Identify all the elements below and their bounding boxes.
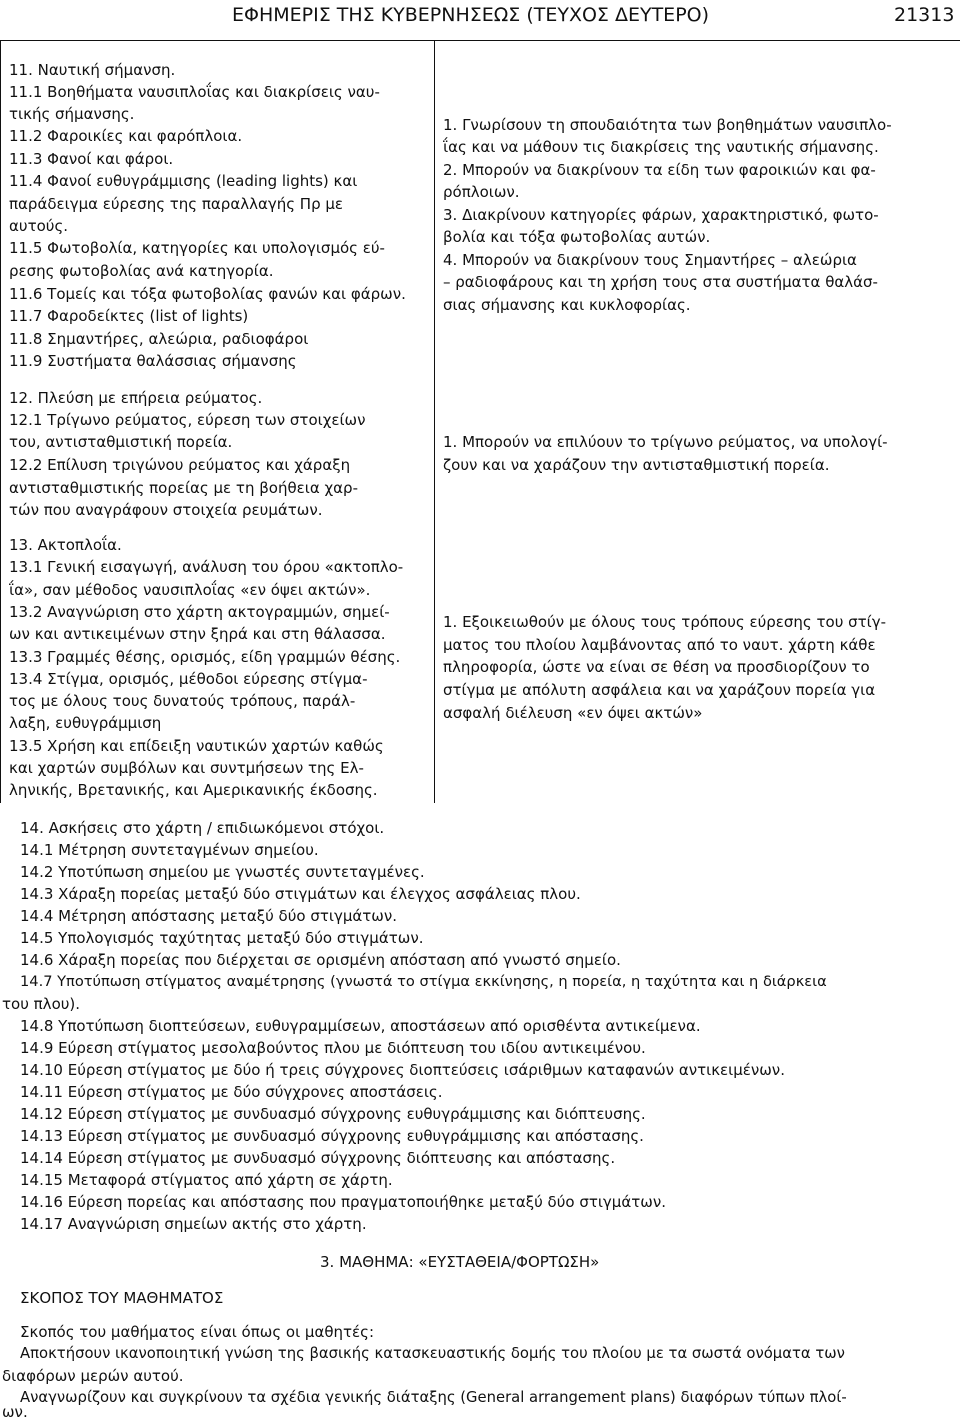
exercise-line: 14. Ασκήσεις στο χάρτη / επιδιωκόμενοι στόχοι. xyxy=(20,819,385,837)
left-col-line: 11.5 Φωτοβολία, κατηγορίες και υπολογισμός εύ- xyxy=(9,239,385,257)
left-col-line: 11.8 Σημαντήρες, αλεώρια, ραδιοφάροι xyxy=(9,330,309,348)
left-col-line: ρεσης φωτοβολίας ανά κατηγορία. xyxy=(9,262,274,280)
left-col-line: 13.1 Γενική εισαγωγή, ανάλυση του όρου «ακτοπλο- xyxy=(9,558,404,576)
right-col-line: 1. Γνωρίσουν τη σπουδαιότητα των βοηθημάτων ναυσιπλο- xyxy=(443,116,892,134)
left-col-line: 12.2 Επίλυση τριγώνου ρεύματος και χάραξη xyxy=(9,456,351,474)
exercise-line: του πλου). xyxy=(2,995,81,1013)
left-col-line: 11.2 Φαροικίες και φαρόπλοια. xyxy=(9,127,243,145)
left-col-line: 13.2 Αναγνώριση στο χάρτη ακτογραμμών, σημεί- xyxy=(9,603,390,621)
table-top-rule xyxy=(0,40,960,41)
right-col-line: 4. Μπορούν να διακρίνουν τους Σημαντήρες – αλεώρια xyxy=(443,251,857,269)
right-col-line: ματος του πλοίου λαμβάνοντας από το ναυτ. χάρτη κάθε xyxy=(443,636,876,654)
table-left-rule xyxy=(0,40,1,803)
right-col-line: στίγμα με απόλυτη ασφάλεια και να χαράζουν πορεία για xyxy=(443,681,876,699)
left-col-line: ων και αντικειμένων στην ξηρά και στη θάλασσα. xyxy=(9,625,386,643)
right-col-line: 2. Μπορούν να διακρίνουν τα είδη των φαροικιών και φα- xyxy=(443,161,876,179)
purpose-line: Σκοπός του μαθήματος είναι όπως οι μαθητές: xyxy=(20,1323,375,1341)
exercise-line: 14.12 Εύρεση στίγματος με συνδυασμό σύγχρονης ευθυγράμμισης και διόπτευσης. xyxy=(20,1105,646,1123)
left-col-line: 11.6 Τομείς και τόξα φωτοβολίας φανών και φάρων. xyxy=(9,285,406,303)
purpose-title: ΣΚΟΠΟΣ ΤΟΥ ΜΑΘΗΜΑΤΟΣ xyxy=(20,1289,224,1307)
left-col-line: τών που αναγράφουν στοιχεία ρευμάτων. xyxy=(9,501,323,519)
left-col-line: του, αντισταθμιστική πορεία. xyxy=(9,433,233,451)
right-col-line: – ραδιοφάρους και τη χρήση τους στα συστήματα θαλάσ- xyxy=(443,273,878,291)
table-column-divider xyxy=(434,40,435,803)
exercise-line: 14.5 Υπολογισμός ταχύτητας μεταξύ δύο στιγμάτων. xyxy=(20,929,424,947)
purpose-line: ων. xyxy=(2,1403,28,1421)
left-col-line: 11.3 Φανοί και φάροι. xyxy=(9,150,174,168)
exercise-line: 14.2 Υποτύπωση σημείου με γνωστές συντεταγμένες. xyxy=(20,863,425,881)
exercise-line: 14.4 Μέτρηση απόστασης μεταξύ δύο στιγμάτων. xyxy=(20,907,398,925)
left-col-line: 12. Πλεύση με επήρεια ρεύματος. xyxy=(9,389,263,407)
right-col-line: 1. Μπορούν να επιλύουν το τρίγωνο ρεύματος, να υπολογί- xyxy=(443,433,888,451)
left-col-line: 11.1 Βοηθήματα ναυσιπλοΐας και διακρίσεις ναυ- xyxy=(9,83,380,101)
exercise-line: 14.6 Χάραξη πορείας που διέρχεται σε ορισμένη απόσταση από γνωστό σημείο. xyxy=(20,951,621,969)
left-col-line: ληνικής, Βρετανικής, και Αμερικανικής έκδοσης. xyxy=(9,781,378,799)
right-col-line: βολία και τόξα φωτοβολίας αυτών. xyxy=(443,228,711,246)
right-col-line: ζουν και να χαράζουν την αντισταθμιστική πορεία. xyxy=(443,456,830,474)
left-col-line: 13.3 Γραμμές θέσης, ορισμός, είδη γραμμών θέσης. xyxy=(9,648,401,666)
exercise-line: 14.15 Μεταφορά στίγματος από χάρτη σε χάρτη. xyxy=(20,1171,393,1189)
left-col-line: ΐα», σαν μέθοδος ναυσιπλοΐας «εν όψει ακτών». xyxy=(9,581,371,599)
right-col-line: ΐας και να μάθουν τις διακρίσεις της ναυτικής σήμανσης. xyxy=(443,138,879,156)
left-col-line: και χαρτών συμβόλων και συντμήσεων της Ελ- xyxy=(9,759,364,777)
exercise-line: 14.8 Υποτύπωση διοπτεύσεων, ευθυγραμμίσεων, αποστάσεων από ορισθέντα αντικείμενα. xyxy=(20,1017,701,1035)
exercise-line: 14.17 Αναγνώριση σημείων ακτής στο χάρτη. xyxy=(20,1215,367,1233)
exercise-line: 14.9 Εύρεση στίγματος μεσολαβούντος πλου με διόπτευση του ιδίου αντικειμένου. xyxy=(20,1039,646,1057)
right-col-line: σιας σήμανσης και κυκλοφορίας. xyxy=(443,296,691,314)
left-col-line: 12.1 Τρίγωνο ρεύματος, εύρεση των στοιχείων xyxy=(9,411,366,429)
left-col-line: 13. Ακτοπλοΐα. xyxy=(9,536,122,554)
left-col-line: αντισταθμιστικής πορείας με τη βοήθεια χαρ- xyxy=(9,479,358,497)
right-col-line: ασφαλή διέλευση «εν όψει ακτών» xyxy=(443,704,703,722)
left-col-line: παράδειγμα εύρεσης της παραλλαγής Πρ με xyxy=(9,195,344,213)
exercise-line: 14.3 Χάραξη πορείας μεταξύ δύο στιγμάτων και έλεγχος ασφάλειας πλου. xyxy=(20,885,581,903)
section-heading: 3. ΜΑΘΗΜΑ: «ΕΥΣΤΑΘΕΙΑ/ΦΟΡΤΩΣΗ» xyxy=(320,1253,600,1271)
purpose-line: διαφόρων μερών αυτού. xyxy=(2,1367,184,1385)
left-col-line: 11.4 Φανοί ευθυγράμμισης (leading lights) και xyxy=(9,172,358,190)
exercise-line: 14.13 Εύρεση στίγματος με συνδυασμό σύγχρονης ευθυγράμμισης και απόστασης. xyxy=(20,1127,644,1145)
exercise-line: 14.16 Εύρεση πορείας και απόστασης που πραγματοποιήθηκε μεταξύ δύο στιγμάτων. xyxy=(20,1193,666,1211)
left-col-line: 11. Ναυτική σήμανση. xyxy=(9,61,176,79)
purpose-line: Αποκτήσουν ικανοποιητική γνώση της βασικής κατασκευαστικής δομής του πλοίου με τα σωστά ονόματα των xyxy=(20,1345,845,1362)
exercise-line: 14.1 Μέτρηση συντεταγμένων σημείου. xyxy=(20,841,319,859)
left-col-line: λαξη, ευθυγράμμιση xyxy=(9,714,162,732)
page-header-title: ΕΦΗΜΕΡΙΣ ΤΗΣ ΚΥΒΕΡΝΗΣΕΩΣ (ΤΕΥΧΟΣ ΔΕΥΤΕΡΟ) xyxy=(232,4,710,26)
left-col-line: 11.9 Συστήματα θαλάσσιας σήμανσης xyxy=(9,352,297,370)
left-col-line: 13.5 Χρήση και επίδειξη ναυτικών χαρτών καθώς xyxy=(9,737,384,755)
left-col-line: τικής σήμανσης. xyxy=(9,105,135,123)
left-col-line: 11.7 Φαροδείκτες (list of lights) xyxy=(9,307,249,325)
purpose-line: Αναγνωρίζουν και συγκρίνουν τα σχέδια γενικής διάταξης (General arrangement plans) διαφόρων τύπων πλοί- xyxy=(20,1389,847,1406)
exercise-line: 14.10 Εύρεση στίγματος με δύο ή τρεις σύγχρονες διοπτεύσεις ισάριθμων καταφανών αντικειμένων. xyxy=(20,1061,785,1079)
exercise-line: 14.7 Υποτύπωση στίγματος αναμέτρησης (γνωστά το στίγμα εκκίνησης, η πορεία, η ταχύτητα και η διάρκεια xyxy=(20,973,827,990)
right-col-line: πληροφορία, ώστε να είναι σε θέση να προσδιορίζουν το xyxy=(443,658,870,676)
right-col-line: ρόπλοιων. xyxy=(443,183,520,201)
right-col-line: 3. Διακρίνουν κατηγορίες φάρων, χαρακτηριστικό, φωτο- xyxy=(443,206,879,224)
right-col-line: 1. Εξοικειωθούν με όλους τους τρόπους εύρεσης του στίγ- xyxy=(443,613,887,631)
exercise-line: 14.14 Εύρεση στίγματος με συνδυασμό σύγχρονης διόπτευσης και απόστασης. xyxy=(20,1149,616,1167)
left-col-line: αυτούς. xyxy=(9,217,69,235)
exercise-line: 14.11 Εύρεση στίγματος με δύο σύγχρονες αποστάσεις. xyxy=(20,1083,443,1101)
page-number: 21313 xyxy=(894,4,955,26)
left-col-line: 13.4 Στίγμα, ορισμός, μέθοδοι εύρεσης στίγμα- xyxy=(9,670,368,688)
left-col-line: τος με όλους τους δυνατούς τρόπους, παράλ- xyxy=(9,692,356,710)
